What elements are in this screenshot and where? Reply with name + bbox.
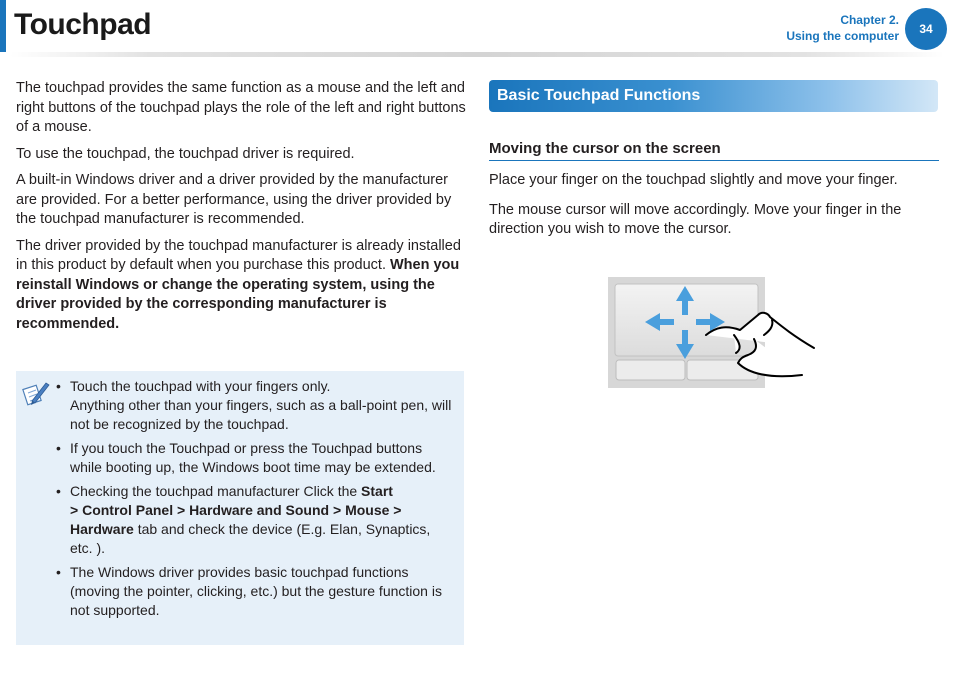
intro-paragraph-1: The touchpad provides the same function as a mouse and the left and right buttons of the touchpad plays the role of the left and right buttons of a mouse. xyxy=(16,80,466,135)
intro-column xyxy=(16,79,466,341)
intro-paragraph-4-bold: When you reinstall Windows or change the operating system, using the driver provided by the corresponding manufacturer is recommended. xyxy=(16,257,460,332)
note-1-line-2: Anything other than your fingers, such as a ball-point pen, will not be recognized by the touchpad. xyxy=(70,397,452,432)
note-3-path-start: Start xyxy=(361,483,393,499)
note-3-path-control-panel: Control Panel xyxy=(82,502,174,518)
note-bullet: • xyxy=(56,564,61,580)
note-item xyxy=(54,377,454,434)
header-accent-bar xyxy=(0,0,6,52)
note-3-sep: > xyxy=(70,502,83,518)
note-4-text: The Windows driver provides basic touchpad functions (moving the pointer, clicking, etc.) but the gesture function is not supported. xyxy=(70,564,442,618)
section-paragraph-1: Place your finger on the touchpad slightly and move your finger. xyxy=(489,172,898,188)
header-divider xyxy=(10,52,944,57)
subheading: Moving the cursor on the screen xyxy=(489,140,939,161)
note-3-sep: > xyxy=(329,502,346,518)
touchpad-left-button xyxy=(616,360,685,380)
intro-paragraph-4 xyxy=(16,237,466,335)
intro-paragraph-3: A built-in Windows driver and a driver provided by the manufacturer are provided. For a better performance, using the driver provided by the touchpad manufacturer is recommended. xyxy=(16,172,452,227)
touchpad-functions-column xyxy=(489,80,939,240)
note-3-path-hardware: Hardware xyxy=(70,521,134,537)
note-bullet: • xyxy=(56,483,61,499)
note-bullet: • xyxy=(56,378,61,394)
page-title: Touchpad xyxy=(14,8,152,41)
note-3-pre: Checking the touchpad manufacturer Click the xyxy=(70,483,362,499)
note-item xyxy=(54,482,454,558)
note-3-path-hardware-sound: Hardware and Sound xyxy=(189,502,330,518)
note-box xyxy=(16,371,464,645)
chapter-number: Chapter 2. xyxy=(840,13,899,27)
note-item xyxy=(54,563,454,620)
chapter-label xyxy=(786,12,899,44)
touchpad-illustration xyxy=(608,277,818,394)
note-3-path-mouse: Mouse xyxy=(345,502,390,518)
chapter-title: Using the computer xyxy=(786,29,899,43)
note-3-sep: > xyxy=(173,502,190,518)
section-paragraph-2: The mouse cursor will move accordingly. Move your finger in the direction you wish to move the cursor. xyxy=(489,201,902,237)
intro-paragraph-2: To use the touchpad, the touchpad driver is required. xyxy=(16,145,355,162)
note-bullet: • xyxy=(56,440,61,456)
note-3-sep: > xyxy=(389,502,402,518)
section-header: Basic Touchpad Functions xyxy=(489,80,938,112)
note-2-text: If you touch the Touchpad or press the Touchpad buttons while booting up, the Windows boot time may be extended. xyxy=(70,440,436,475)
note-3-text xyxy=(70,483,430,556)
intro-paragraph-4-text: The driver provided by the touchpad manufacturer is already installed in this product by default when you purchase this product. xyxy=(16,237,461,273)
note-pencil-icon xyxy=(22,379,50,414)
note-3-post: tab and check the device (E.g. Elan, Synaptics, etc. ). xyxy=(70,521,431,556)
note-list xyxy=(54,377,454,625)
note-item xyxy=(54,439,454,477)
page-number-badge: 34 xyxy=(905,8,947,50)
note-1-line-1: Touch the touchpad with your fingers only. xyxy=(70,378,331,394)
